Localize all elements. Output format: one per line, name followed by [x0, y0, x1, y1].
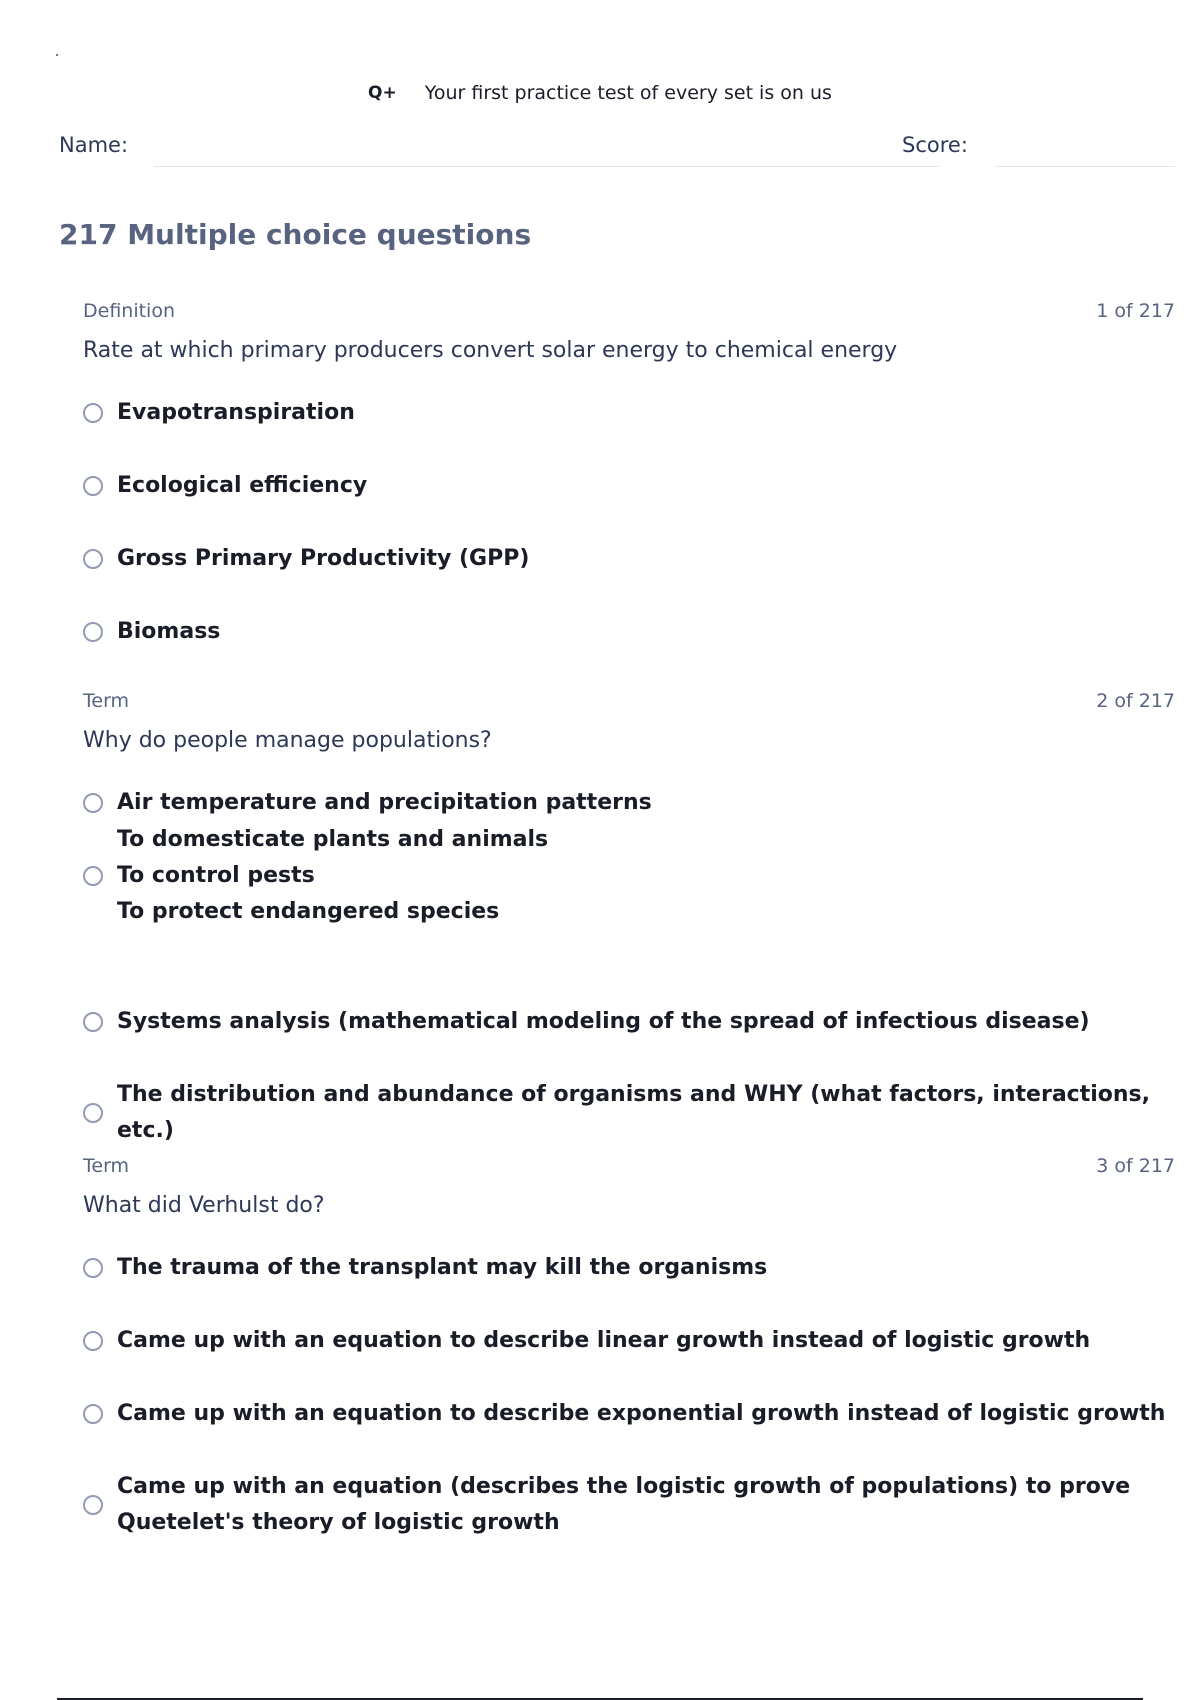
answer-option[interactable]	[83, 395, 1175, 431]
option-line: To control pests	[117, 863, 315, 888]
radio-button-icon[interactable]	[83, 793, 103, 813]
option-label: Ecological efficiency	[117, 473, 368, 498]
radio-button-icon[interactable]	[83, 866, 103, 886]
option-label: Air temperature and precipitation patterns	[117, 790, 652, 815]
radio-button-icon[interactable]	[83, 1495, 103, 1515]
option-line: To domesticate plants and animals	[117, 827, 549, 852]
question-type: Term	[83, 1155, 130, 1177]
answer-option[interactable]	[83, 785, 1175, 821]
question-card	[83, 300, 1175, 644]
question-type: Term	[83, 690, 130, 712]
question-count: 3 of 217	[1096, 1155, 1175, 1177]
radio-button-icon[interactable]	[83, 1012, 103, 1032]
answer-option[interactable]	[83, 822, 1175, 930]
option-label: Gross Primary Productivity (GPP)	[117, 546, 530, 571]
question-prompt: What did Verhulst do?	[83, 1193, 325, 1218]
radio-button-icon[interactable]	[83, 549, 103, 569]
question-prompt: Rate at which primary producers convert solar energy to chemical energy	[83, 338, 898, 363]
question-count: 2 of 217	[1096, 690, 1175, 712]
question-type: Definition	[83, 300, 176, 322]
question-card	[83, 1155, 1175, 1555]
stray-dot	[56, 54, 58, 56]
answer-option[interactable]	[83, 1250, 1175, 1286]
answer-option[interactable]	[83, 541, 1175, 577]
question-prompt: Why do people manage populations?	[83, 728, 492, 753]
answer-option[interactable]	[83, 1077, 1175, 1149]
score-label: Score:	[902, 133, 968, 157]
answer-option[interactable]	[83, 468, 1175, 504]
option-line: Came up with an equation (describes the logistic growth of populations) to prove	[117, 1474, 1131, 1499]
q-plus-icon: Q+	[368, 83, 397, 103]
option-label	[117, 822, 548, 930]
answer-option[interactable]	[83, 1469, 1175, 1541]
answer-option[interactable]	[83, 1004, 1175, 1040]
option-label: Came up with an equation to describe linear growth instead of logistic growth	[117, 1328, 1091, 1353]
name-label: Name:	[59, 133, 129, 157]
option-label: Biomass	[117, 619, 221, 644]
radio-button-icon[interactable]	[83, 622, 103, 642]
name-score-row	[59, 133, 1175, 167]
answer-option[interactable]	[83, 1396, 1175, 1432]
option-line: To protect endangered species	[117, 899, 500, 924]
option-label: The trauma of the transplant may kill the organisms	[117, 1255, 768, 1280]
option-line: Quetelet's theory of logistic growth	[117, 1510, 560, 1535]
radio-button-icon[interactable]	[83, 1404, 103, 1424]
option-label: The distribution and abundance of organisms and WHY (what factors, interactions, etc.)	[117, 1082, 1150, 1143]
option-label: Came up with an equation to describe exponential growth instead of logistic growth	[117, 1401, 1166, 1426]
radio-button-icon[interactable]	[83, 1103, 103, 1123]
radio-button-icon[interactable]	[83, 1331, 103, 1351]
radio-button-icon[interactable]	[83, 403, 103, 423]
radio-button-icon[interactable]	[83, 476, 103, 496]
score-field-line[interactable]	[995, 166, 1175, 167]
question-card	[83, 690, 1175, 1143]
option-label: Evapotranspiration	[117, 400, 355, 425]
name-field-line[interactable]	[154, 166, 939, 167]
section-title: 217 Multiple choice questions	[59, 218, 532, 251]
answer-option[interactable]	[83, 614, 1175, 650]
radio-button-icon[interactable]	[83, 1258, 103, 1278]
option-label: Systems analysis (mathematical modeling of the spread of infectious disease)	[117, 1009, 1090, 1034]
promo-text: Your first practice test of every set is on us	[424, 82, 832, 104]
option-label	[117, 1469, 1130, 1541]
promo-banner	[0, 82, 1200, 104]
question-count: 1 of 217	[1096, 300, 1175, 322]
answer-option[interactable]	[83, 1323, 1175, 1359]
